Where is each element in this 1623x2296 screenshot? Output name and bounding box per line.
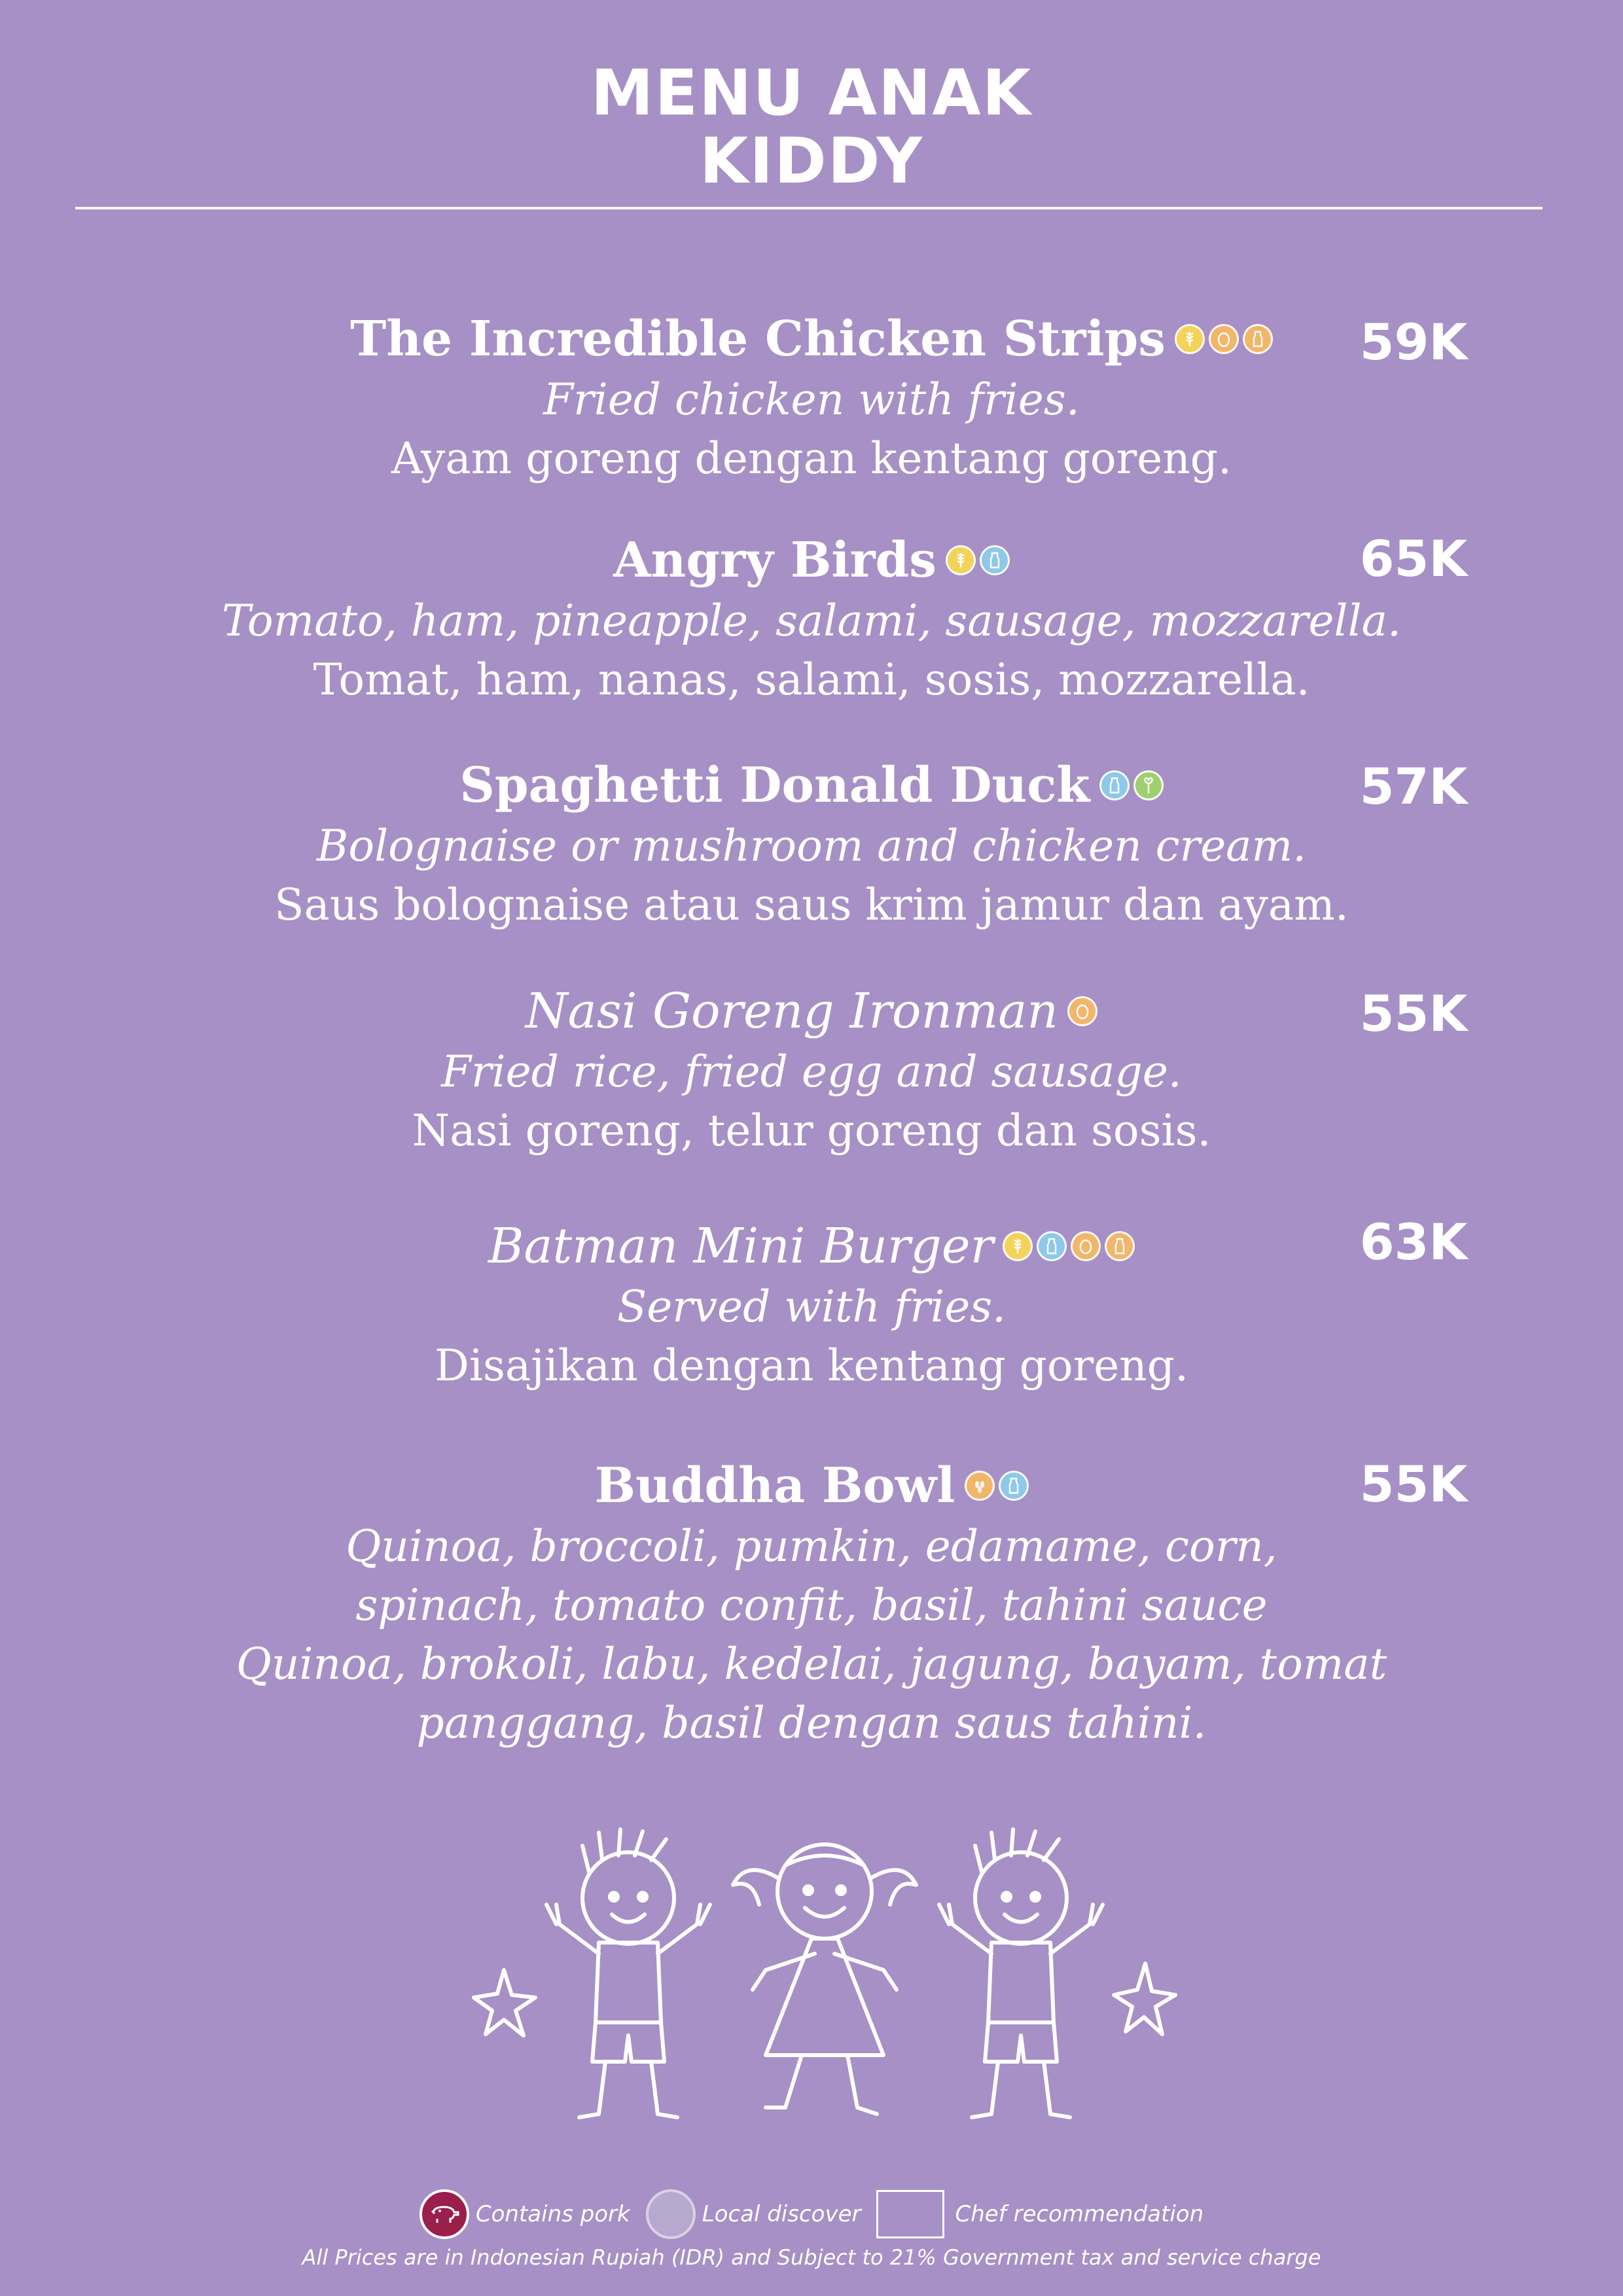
item-price: 57K [1359,757,1468,816]
legend-pork-label: Contains pork [475,2201,630,2227]
item-desc-id-2: panggang, basil dengan saus tahini. [416,1698,1207,1748]
item-desc-id: Disajikan dengan kentang goreng. [434,1340,1189,1391]
menu-title-line2: KIDDY [699,124,923,198]
allergen-icons [1067,996,1097,1026]
legend-local-label: Local discover [702,2201,861,2227]
sesame-icon [965,1471,995,1501]
item-desc-en-1: Quinoa, broccoli, pumkin, edamame, corn, [346,1521,1277,1571]
item-name: The Incredible Chicken Strips [350,311,1166,367]
milk-icon [1037,1231,1067,1261]
kids-illustration [471,1826,1178,2140]
title-divider [75,207,1543,209]
item-price: 65K [1359,529,1468,588]
legend [0,2189,1623,2239]
item-desc-id-1: Quinoa, brokoli, labu, kedelai, jagung, bayam, tomat [236,1639,1387,1689]
legend-chef [876,2190,1204,2238]
item-desc-id: Nasi goreng, telur goreng dan sosis. [412,1105,1211,1156]
legend-chef-label: Chef recommendation [955,2201,1204,2227]
item-name: Angry Birds [613,532,936,588]
footer-note: All Prices are in Indonesian Rupiah (IDR) and Subject to 21% Government tax and service charge [302,2245,1321,2270]
item-desc-id: Ayam goreng dengan kentang goreng. [391,433,1232,484]
legend-pork [419,2189,630,2239]
legend-local [646,2189,861,2239]
item-price: 63K [1359,1213,1468,1271]
allergen-icons [1175,324,1273,354]
egg-icon [1209,324,1239,354]
item-desc-en: Fried chicken with fries. [543,374,1080,425]
item-desc-id: Saus bolognaise atau saus krim jamur dan ayam. [274,880,1349,930]
milk-icon [1243,324,1273,354]
milk-icon [1105,1231,1135,1261]
egg-icon [1067,996,1097,1026]
item-desc-en-2: spinach, tomato confit, basil, tahini sauce [355,1580,1268,1630]
item-name: Buddha Bowl [594,1458,955,1514]
menu-title-line1: MENU ANAK [590,56,1033,130]
milk-icon [980,545,1010,575]
milk-icon [999,1471,1029,1501]
item-name: Batman Mini Burger [488,1218,993,1274]
wheat-icon [1003,1231,1033,1261]
item-desc-en: Fried rice, fried egg and sausage. [441,1047,1182,1097]
menu-title [0,56,1623,198]
egg-icon [1071,1231,1101,1261]
milk-icon [1099,770,1130,800]
item-name: Nasi Goreng Ironman [525,983,1059,1039]
allergen-icons [965,1471,1029,1501]
item-price: 59K [1359,313,1468,371]
chef-recommendation-icon [876,2190,944,2238]
item-desc-id: Tomat, ham, nanas, salami, sosis, mozzarella. [313,655,1310,705]
local-discover-icon [646,2189,696,2239]
item-desc-en: Tomato, ham, pineapple, salami, sausage, mozzarella. [222,596,1401,646]
item-price: 55K [1359,984,1468,1043]
allergen-icons [1003,1231,1135,1261]
item-price: 55K [1359,1455,1468,1513]
item-desc-en: Bolognaise or mushroom and chicken cream. [316,821,1307,871]
item-desc-en: Served with fries. [617,1282,1006,1332]
item-name: Spaghetti Donald Duck [459,757,1090,814]
allergen-icons [1099,770,1164,800]
wheat-icon [1175,324,1205,354]
celery-icon [1133,770,1164,800]
pig-icon [419,2189,469,2239]
allergen-icons [946,545,1010,575]
wheat-icon [946,545,976,575]
